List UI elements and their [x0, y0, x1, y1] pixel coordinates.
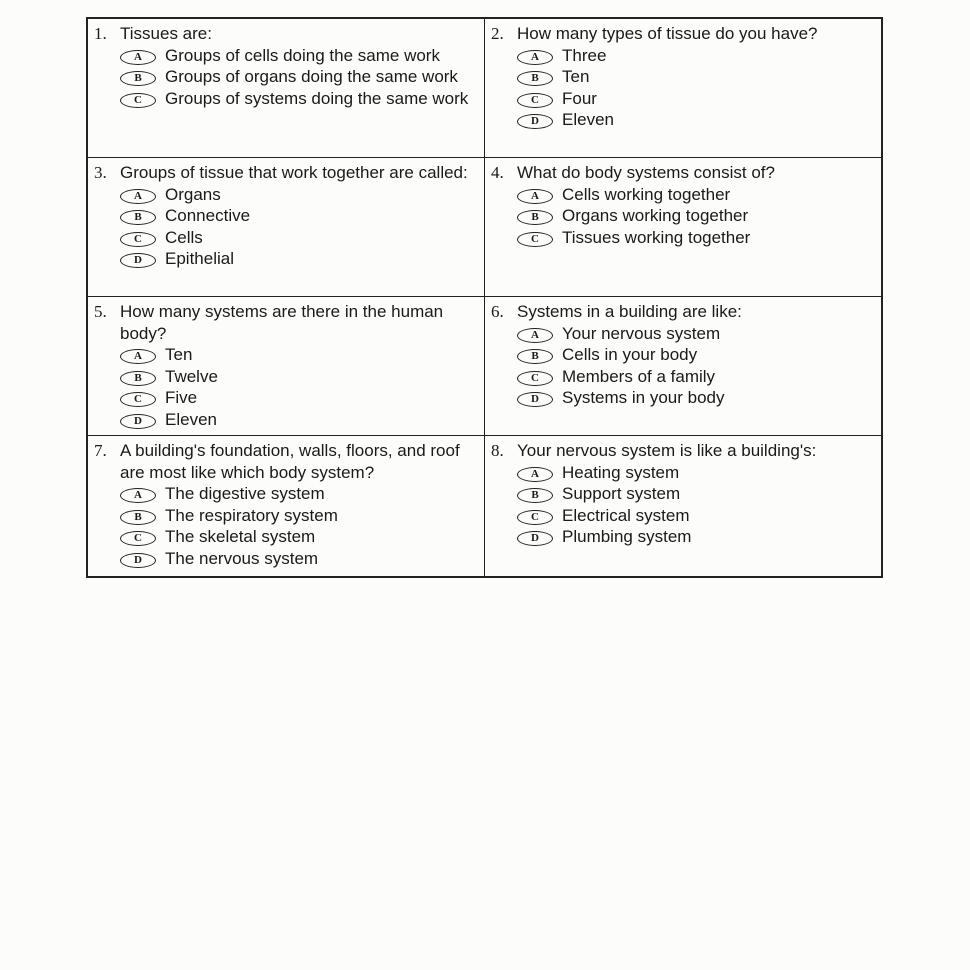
question-cell: [485, 297, 883, 436]
answer-text: Organs: [165, 184, 221, 204]
answer-text: Four: [562, 88, 597, 108]
answer-bubble-icon[interactable]: D: [517, 531, 553, 546]
answer-bubble-icon[interactable]: A: [120, 488, 156, 503]
answer-text: Tissues working together: [562, 227, 751, 247]
question-text: Groups of tissue that work together are called:: [120, 163, 468, 182]
answer-option[interactable]: [517, 109, 875, 131]
answer-text: The nervous system: [165, 548, 319, 568]
answer-text: Heating system: [562, 462, 680, 482]
question-row: [87, 297, 882, 436]
question-number: 2.: [491, 24, 504, 43]
answer-option[interactable]: [120, 66, 478, 88]
answer-option[interactable]: [517, 66, 875, 88]
question-number: 8.: [491, 441, 504, 460]
answer-text: Organs working together: [562, 206, 749, 225]
answer-text: Your nervous system: [562, 323, 721, 343]
answer-bubble-icon[interactable]: B: [517, 488, 553, 503]
answer-bubble-icon[interactable]: B: [120, 371, 156, 386]
answer-option[interactable]: [517, 366, 875, 388]
answer-bubble-icon[interactable]: B: [517, 71, 553, 86]
answer-option[interactable]: [120, 526, 478, 548]
answer-bubble-icon[interactable]: B: [517, 210, 553, 225]
question-text: Your nervous system is like a building's:: [517, 441, 817, 460]
answer-option[interactable]: [120, 344, 478, 366]
answer-text: Plumbing system: [562, 527, 692, 546]
answer-option[interactable]: [120, 88, 478, 110]
answer-option[interactable]: [517, 526, 875, 548]
question-number: 6.: [491, 302, 504, 321]
answer-option[interactable]: [517, 344, 875, 366]
question-cell: [485, 158, 883, 297]
answer-option[interactable]: [517, 462, 875, 484]
answer-text: Groups of systems doing the same work: [165, 88, 469, 108]
question-text: How many systems are there in the human body?: [120, 302, 444, 343]
answer-text: Groups of organs doing the same work: [165, 67, 458, 86]
answer-option[interactable]: [517, 184, 875, 206]
answer-bubble-icon[interactable]: C: [120, 232, 156, 247]
quiz-table: [86, 17, 883, 578]
answer-option[interactable]: [517, 323, 875, 345]
question-cell: [485, 18, 883, 158]
answer-bubble-icon[interactable]: A: [517, 50, 553, 65]
question-number: 5.: [94, 302, 107, 321]
answer-text: The digestive system: [165, 484, 325, 503]
answer-option[interactable]: [517, 483, 875, 505]
answer-option[interactable]: [120, 409, 478, 431]
answer-bubble-icon[interactable]: A: [120, 189, 156, 204]
answer-text: Five: [165, 388, 198, 407]
answer-bubble-icon[interactable]: A: [517, 467, 553, 482]
answer-text: Support system: [562, 484, 681, 503]
answer-bubble-icon[interactable]: B: [517, 349, 553, 364]
answer-bubble-icon[interactable]: D: [120, 414, 156, 429]
answer-option[interactable]: [120, 248, 478, 270]
answer-text: Systems in your body: [562, 388, 725, 407]
answer-option[interactable]: [120, 205, 478, 227]
question-cell: [87, 436, 485, 578]
answer-bubble-icon[interactable]: A: [517, 189, 553, 204]
question-number: 7.: [94, 441, 107, 460]
answer-text: Cells: [165, 227, 203, 247]
answer-bubble-icon[interactable]: C: [517, 232, 553, 247]
answer-bubble-icon[interactable]: C: [120, 531, 156, 546]
answer-bubble-icon[interactable]: A: [517, 328, 553, 343]
answer-bubble-icon[interactable]: C: [120, 93, 156, 108]
answer-text: Groups of cells doing the same work: [165, 45, 440, 65]
question-text: Systems in a building are like:: [517, 302, 742, 321]
answer-bubble-icon[interactable]: B: [120, 210, 156, 225]
question-text: What do body systems consist of?: [517, 163, 775, 182]
answer-text: Connective: [165, 206, 251, 225]
answer-text: Cells in your body: [562, 345, 698, 364]
answer-text: Eleven: [165, 409, 217, 429]
answer-option[interactable]: [517, 505, 875, 527]
question-cell: [87, 297, 485, 436]
answer-option[interactable]: [517, 227, 875, 249]
question-cell: [87, 18, 485, 158]
answer-text: Electrical system: [562, 505, 690, 525]
answer-option[interactable]: [517, 205, 875, 227]
answer-option[interactable]: [120, 227, 478, 249]
answer-bubble-icon[interactable]: D: [120, 553, 156, 568]
answer-bubble-icon[interactable]: D: [120, 253, 156, 268]
answer-bubble-icon[interactable]: C: [517, 93, 553, 108]
question-cell: [485, 436, 883, 578]
question-cell: [87, 158, 485, 297]
answer-bubble-icon[interactable]: B: [120, 510, 156, 525]
answer-option[interactable]: [517, 45, 875, 67]
answer-option[interactable]: [120, 483, 478, 505]
answer-text: Three: [562, 45, 607, 65]
answer-bubble-icon[interactable]: D: [517, 392, 553, 407]
question-row: [87, 18, 882, 158]
answer-option[interactable]: [120, 45, 478, 67]
answer-option[interactable]: [517, 387, 875, 409]
answer-text: Twelve: [165, 366, 218, 386]
answer-bubble-icon[interactable]: A: [120, 50, 156, 65]
question-number: 3.: [94, 163, 107, 182]
question-number: 1.: [94, 24, 107, 43]
answer-option[interactable]: [120, 548, 478, 570]
answer-bubble-icon[interactable]: A: [120, 349, 156, 364]
answer-text: The respiratory system: [165, 505, 338, 525]
question-text: A building's foundation, walls, floors, and roof are most like which body system?: [120, 441, 460, 482]
answer-bubble-icon[interactable]: C: [120, 392, 156, 407]
question-number: 4.: [491, 163, 504, 182]
answer-text: Epithelial: [165, 249, 234, 268]
answer-text: Members of a family: [562, 366, 716, 386]
answer-option[interactable]: [120, 366, 478, 388]
answer-text: Cells working together: [562, 184, 731, 204]
answer-bubble-icon[interactable]: D: [517, 114, 553, 129]
answer-text: Eleven: [562, 110, 614, 129]
answer-text: Ten: [165, 345, 193, 364]
answer-bubble-icon[interactable]: C: [517, 371, 553, 386]
question-row: [87, 158, 882, 297]
answer-bubble-icon[interactable]: C: [517, 510, 553, 525]
answer-bubble-icon[interactable]: B: [120, 71, 156, 86]
answer-option[interactable]: [120, 505, 478, 527]
answer-option[interactable]: [517, 88, 875, 110]
question-text: How many types of tissue do you have?: [517, 24, 818, 43]
question-text: Tissues are:: [120, 24, 212, 43]
answer-option[interactable]: [120, 184, 478, 206]
answer-text: Ten: [562, 67, 590, 86]
question-row: [87, 436, 882, 578]
answer-text: The skeletal system: [165, 527, 316, 546]
answer-option[interactable]: [120, 387, 478, 409]
